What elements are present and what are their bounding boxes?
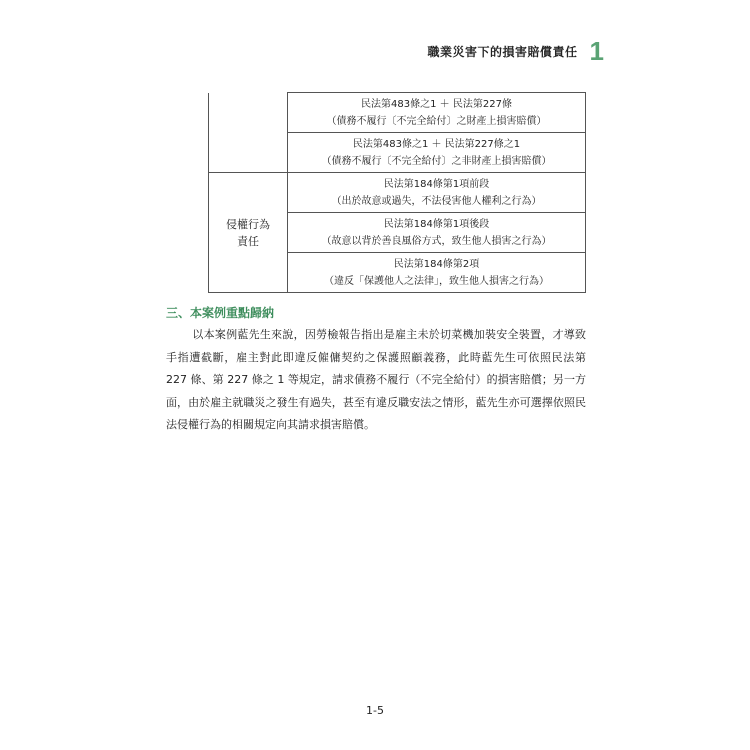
table-cell bbox=[288, 93, 586, 133]
page-number: 1-5 bbox=[366, 704, 384, 717]
statute-description: （違反「保護他人之法律」，致生他人損害之行為） bbox=[324, 275, 549, 287]
body-paragraph: 以本案例藍先生來說，因勞檢報告指出是雇主未於切菜機加裝安全裝置，才導致手指遭截斷，雇主對此即違反僱傭契約之保護照顧義務，此時藍先生可依照民法第 227 條、第 227 條之 1 等規定，請求債務不履行（不完全給付）的損害賠償；另一方面，由於雇主就職災之發生有過失，甚至有違反職安法之情形，藍先生亦可選擇依照民法侵權行為的相關規定向其請求損害賠償。 bbox=[166, 328, 586, 431]
table-cell bbox=[288, 213, 586, 253]
table-cell bbox=[288, 173, 586, 213]
table-row bbox=[209, 93, 586, 133]
table-cell bbox=[288, 133, 586, 173]
category-label-line: 侵權行為 bbox=[226, 217, 270, 231]
statute-description: （故意以背於善良風俗方式，致生他人損害之行為） bbox=[321, 235, 552, 247]
running-header bbox=[428, 38, 604, 64]
statute-reference: 民法第184條第1項後段 bbox=[383, 218, 490, 230]
table-cell bbox=[288, 253, 586, 293]
section-heading: 三、本案例重點歸納 bbox=[166, 306, 275, 320]
statute-reference: 民法第184條第1項前段 bbox=[383, 178, 490, 190]
tort-liability-cell bbox=[209, 173, 288, 293]
legal-basis-table bbox=[208, 92, 586, 293]
statute-reference: 民法第483條之1 ＋ 民法第227條之1 bbox=[352, 138, 521, 150]
contract-liability-cell bbox=[209, 93, 288, 173]
chapter-title: 職業災害下的損害賠償責任 bbox=[427, 44, 578, 59]
chapter-number: 1 bbox=[589, 36, 604, 66]
statute-description: （債務不履行〔不完全給付〕之財產上損害賠償） bbox=[326, 115, 547, 127]
table-row bbox=[209, 173, 586, 213]
statute-description: （出於故意或過失，不法侵害他人權利之行為） bbox=[331, 195, 542, 207]
statute-reference: 民法第483條之1 ＋ 民法第227條 bbox=[361, 98, 512, 110]
statute-description: （債務不履行〔不完全給付〕之非財產上損害賠償） bbox=[321, 155, 552, 167]
statute-reference: 民法第184條第2項 bbox=[393, 258, 480, 270]
category-label-line: 責任 bbox=[237, 234, 259, 248]
